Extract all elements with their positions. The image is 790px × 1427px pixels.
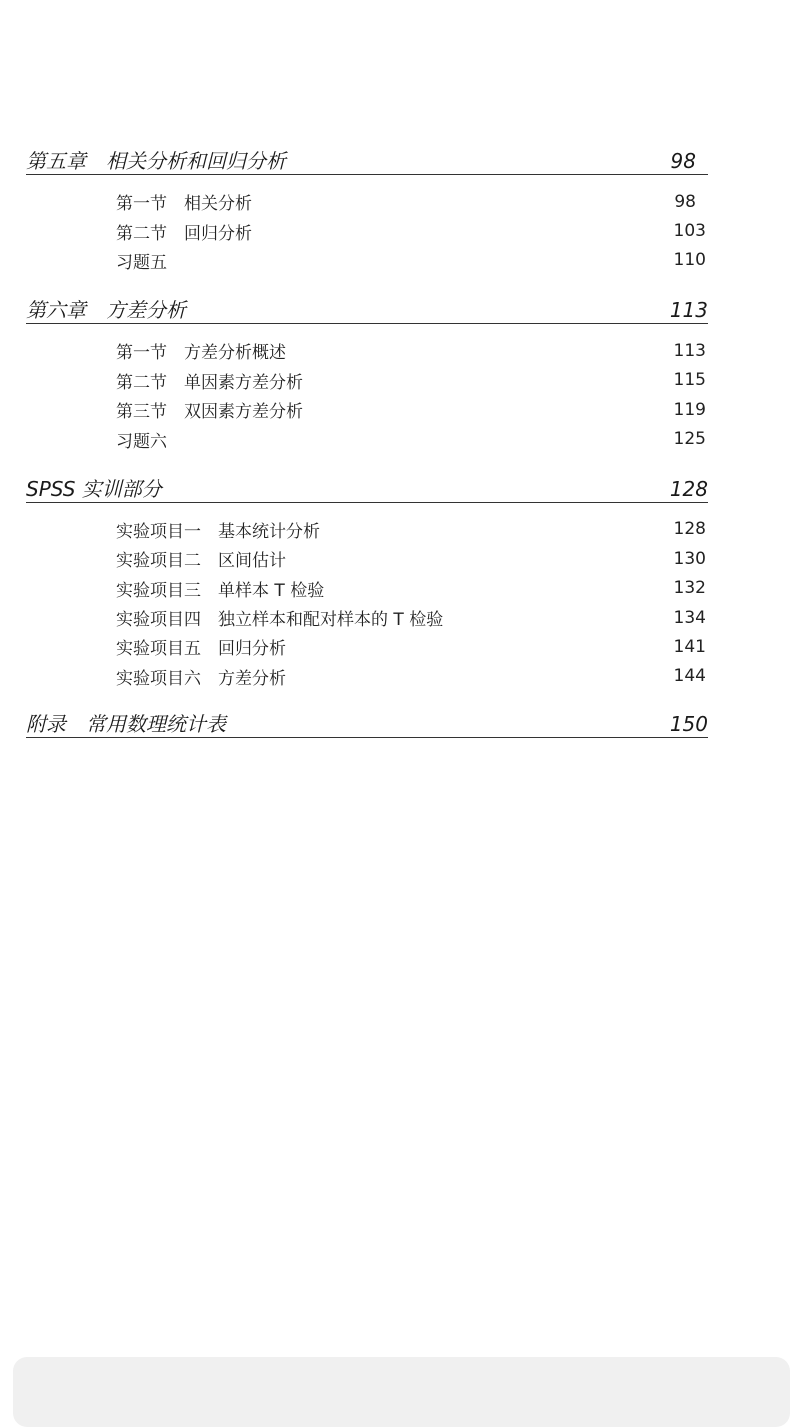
toc-entry[interactable] bbox=[26, 632, 708, 661]
section-list bbox=[26, 503, 708, 691]
chapter-heading[interactable] bbox=[26, 146, 708, 175]
entry-page-number: 130 bbox=[673, 548, 706, 569]
entry-page-number: 141 bbox=[673, 636, 706, 657]
chapter-heading[interactable] bbox=[26, 474, 708, 503]
entry-label: 实验项目一 基本统计分析 bbox=[116, 521, 320, 542]
toc-entry[interactable] bbox=[26, 603, 708, 632]
chapter-appendix bbox=[26, 711, 708, 738]
entry-page-number: 103 bbox=[673, 221, 706, 242]
entry-label: 实验项目三 单样本 T 检验 bbox=[116, 580, 325, 601]
entry-page-number: 119 bbox=[673, 399, 706, 420]
chapter-heading[interactable] bbox=[26, 295, 708, 324]
chapter-title: 第五章 相关分析和回归分析 bbox=[26, 149, 286, 173]
toc-entry[interactable] bbox=[26, 662, 708, 691]
toc-entry[interactable] bbox=[26, 424, 708, 453]
chapter-page-number: 98 bbox=[670, 149, 696, 173]
chapter-page-number: 128 bbox=[669, 476, 708, 501]
entry-label: 习题五 bbox=[116, 252, 167, 273]
chapter-6 bbox=[26, 295, 708, 454]
entry-label: 实验项目五 回归分析 bbox=[116, 639, 286, 660]
entry-page-number: 110 bbox=[673, 250, 706, 271]
entry-page-number: 98 bbox=[674, 191, 696, 212]
toc-entry[interactable] bbox=[26, 187, 708, 216]
toc-entry[interactable] bbox=[26, 515, 708, 544]
entry-label: 第一节 相关分析 bbox=[116, 194, 252, 215]
entry-label: 第三节 双因素方差分析 bbox=[116, 402, 303, 423]
chapter-page-number: 150 bbox=[669, 712, 708, 737]
chapter-title: 附录 常用数理统计表 bbox=[26, 712, 226, 737]
entry-page-number: 144 bbox=[673, 666, 706, 687]
section-list bbox=[26, 324, 708, 454]
entry-label: 第二节 回归分析 bbox=[116, 223, 252, 244]
entry-label: 实验项目二 区间估计 bbox=[116, 551, 286, 572]
entry-label: 第一节 方差分析概述 bbox=[116, 343, 286, 364]
entry-page-number: 128 bbox=[673, 519, 706, 540]
toc-entry[interactable] bbox=[26, 216, 708, 245]
table-of-contents bbox=[26, 146, 708, 758]
chapter-title: 第六章 方差分析 bbox=[26, 298, 186, 323]
chapter-page-number: 113 bbox=[669, 298, 708, 323]
bottom-panel bbox=[13, 1357, 790, 1427]
toc-entry[interactable] bbox=[26, 395, 708, 424]
entry-page-number: 115 bbox=[673, 370, 706, 391]
entry-page-number: 132 bbox=[673, 578, 706, 599]
chapter-5 bbox=[26, 146, 708, 275]
chapter-spss bbox=[26, 474, 708, 691]
chapter-title: SPSS 实训部分 bbox=[26, 476, 162, 501]
entry-label: 第二节 单因素方差分析 bbox=[116, 372, 303, 393]
section-list bbox=[26, 175, 708, 275]
toc-entry[interactable] bbox=[26, 336, 708, 365]
toc-entry[interactable] bbox=[26, 246, 708, 275]
chapter-heading[interactable] bbox=[26, 711, 708, 738]
entry-page-number: 113 bbox=[673, 340, 706, 361]
entry-label: 习题六 bbox=[116, 431, 167, 452]
entry-page-number: 134 bbox=[673, 607, 706, 628]
toc-entry[interactable] bbox=[26, 544, 708, 573]
entry-label: 实验项目四 独立样本和配对样本的 T 检验 bbox=[116, 610, 444, 631]
entry-label: 实验项目六 方差分析 bbox=[116, 668, 286, 689]
toc-entry[interactable] bbox=[26, 574, 708, 603]
entry-page-number: 125 bbox=[673, 429, 706, 450]
toc-entry[interactable] bbox=[26, 366, 708, 395]
